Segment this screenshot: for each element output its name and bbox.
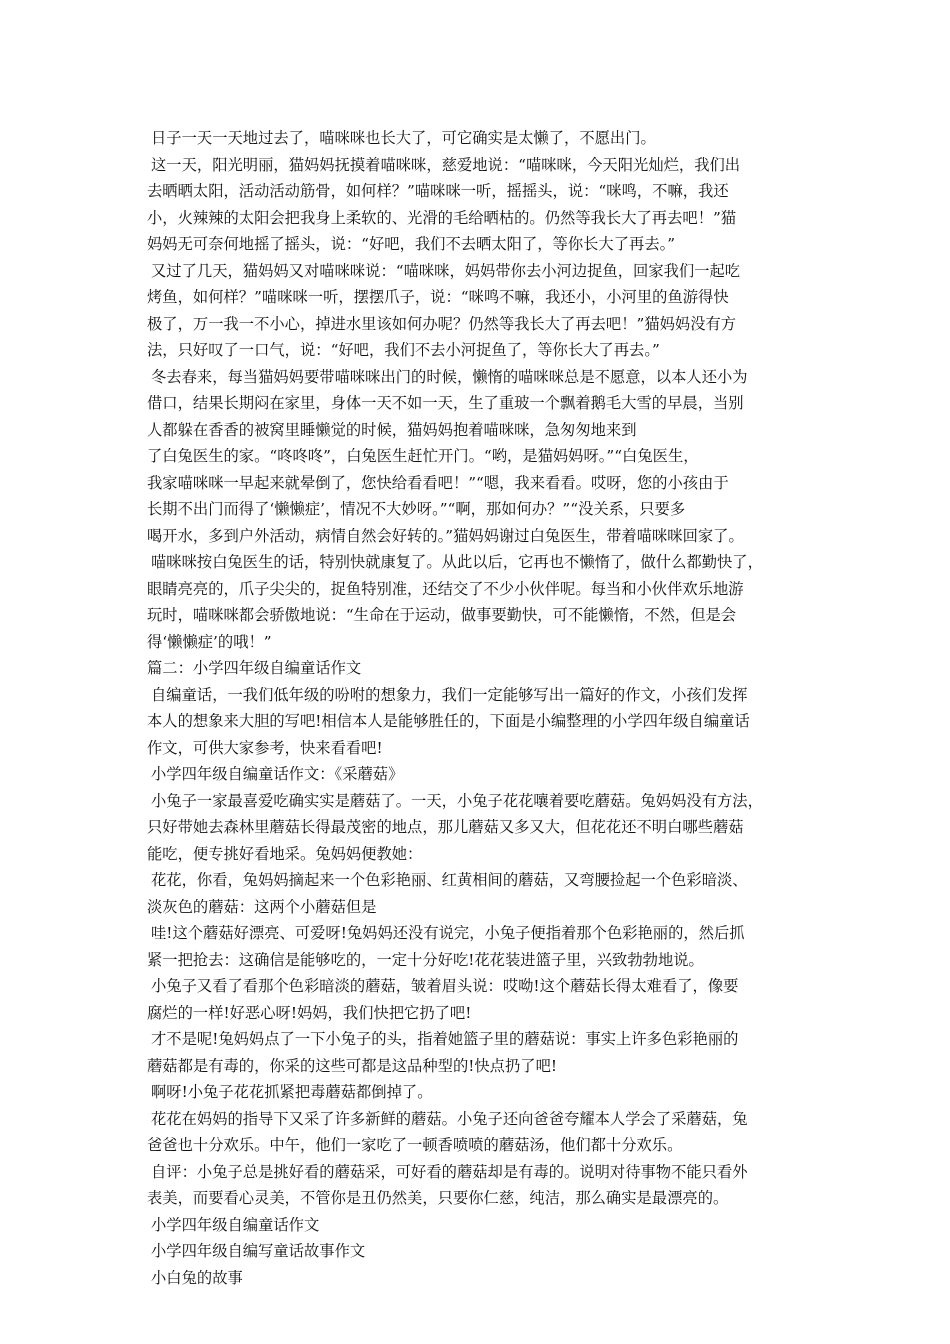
text-line: 人都躲在香香的被窝里睡懒觉的时候，猫妈妈抱着喵咪咪，急匆匆地来到 bbox=[147, 420, 637, 439]
text-line: 本人的想象来大胆的写吧!相信本人是能够胜任的，下面是小编整理的小学四年级自编童话 bbox=[147, 712, 750, 730]
text-line: 了白兔医生的家。“咚咚咚”，白兔医生赶忙开门。“哟，是猫妈妈呀。”“白兔医生， bbox=[147, 447, 699, 465]
text-line: 作文，可供大家参考，快来看看吧! bbox=[147, 738, 383, 757]
document-body bbox=[147, 125, 817, 1291]
text-line: 花花在妈妈的指导下又采了许多新鲜的蘑菇。小兔子还向爸爸夸耀本人学会了采蘑菇，兔 bbox=[151, 1109, 748, 1128]
text-line: 啊呀!小兔子花花抓紧把毒蘑菇都倒掉了。 bbox=[151, 1083, 433, 1101]
text-line: 喝开水，多到户外活动，病情自然会好转的。”猫妈妈谢过白兔医生，带着喵咪咪回家了。 bbox=[147, 526, 744, 545]
text-line: 烤鱼，如何样？”喵咪咪一听，摆摆爪子，说：“咪鸣不嘛，我还小，小河里的鱼游得快 bbox=[147, 288, 729, 306]
text-line: 日子一天一天地过去了，喵咪咪也长大了，可它确实是太懒了，不愿出门。 bbox=[151, 129, 656, 147]
text-line: 腐烂的一样!好恶心呀!妈妈，我们快把它扔了吧! bbox=[147, 1003, 472, 1022]
text-line: 玩时，喵咪咪都会骄傲地说：“生命在于运动，做事要勤快，可不能懒惰，不然，但是会 bbox=[147, 606, 737, 624]
text-line: 法，只好叹了一口气，说：“好吧，我们不去小河捉鱼了，等你长大了再去。” bbox=[147, 341, 660, 359]
text-line: 淡灰色的蘑菇：这两个小蘑菇但是 bbox=[147, 897, 377, 916]
text-line: 自编童话，一我们低年级的吩咐的想象力，我们一定能够写出一篇好的作文，小孩们发挥 bbox=[151, 685, 748, 704]
text-line: 自评：小兔子总是挑好看的蘑菇采，可好看的蘑菇却是有毒的。说明对待事物不能只看外 bbox=[151, 1162, 748, 1181]
text-line: 才不是呢!兔妈妈点了一下小兔子的头，指着她篮子里的蘑菇说：事实上许多色彩艳丽的 bbox=[151, 1030, 739, 1048]
text-line: 小学四年级自编童话作文 bbox=[151, 1215, 320, 1234]
article-title: 小学四年级自编童话作文：《采蘑菇》 bbox=[151, 765, 404, 783]
text-line: 冬去春来，每当猫妈妈要带喵咪咪出门的时候，懒惰的喵咪咪总是不愿意，以本人还小为 bbox=[151, 367, 748, 386]
text-line: 紧一把抢去：这确信是能够吃的，一定十分好吃!花花装进篮子里，兴致勃勃地说。 bbox=[147, 950, 704, 969]
text-line: 这一天，阳光明丽，猫妈妈抚摸着喵咪咪，慈爱地说：“喵咪咪，今天阳光灿烂，我们出 bbox=[151, 155, 741, 174]
text-line: 小白兔的故事 bbox=[151, 1268, 243, 1287]
text-line: 又过了几天，猫妈妈又对喵咪咪说：“喵咪咪，妈妈带你去小河边捉鱼，回家我们一起吃 bbox=[151, 261, 741, 280]
text-line: 哇!这个蘑菇好漂亮、可爱呀!兔妈妈还没有说完，小兔子便指着那个色彩艳丽的，然后抓 bbox=[151, 924, 745, 942]
text-line: 我家喵咪咪一早起来就晕倒了，您快给看看吧！”“嗯，我来看看。哎呀，您的小孩由于 bbox=[147, 473, 729, 492]
text-line: 小兔子又看了看那个色彩暗淡的蘑菇，皱着眉头说：哎呦!这个蘑菇长得太难看了，像要 bbox=[151, 977, 739, 995]
text-line: 蘑菇都是有毒的，你采的这些可都是这品种型的!快点扔了吧! bbox=[147, 1056, 558, 1075]
text-line: 长期不出门而得了‘懒懒症’，情况不大妙呀。”“啊，那如何办？”“没关系，只要多 bbox=[147, 500, 686, 518]
text-line: 表美，而要看心灵美，不管你是丑仍然美，只要你仁慈，纯洁，那么确实是最漂亮的。 bbox=[147, 1189, 729, 1207]
text-line: 借口，结果长期闷在家里，身体一天不如一天，生了重玻一个飘着鹅毛大雪的早晨，当别 bbox=[147, 394, 744, 412]
text-line: 只好带她去森林里蘑菇长得最茂密的地点，那儿蘑菇又多又大，但花花还不明白哪些蘑菇 bbox=[147, 818, 744, 836]
text-line: 爸爸也十分欢乐。中午，他们一家吃了一顿香喷喷的蘑菇汤，他们都十分欢乐。 bbox=[147, 1136, 683, 1154]
text-line: 花花，你看，兔妈妈摘起来一个色彩艳丽、红黄相间的蘑菇，又弯腰捡起一个色彩暗淡、 bbox=[151, 871, 748, 889]
section-heading: 篇二：小学四年级自编童话作文 bbox=[147, 659, 362, 677]
text-line: 妈妈无可奈何地摇了摇头，说：“好吧，我们不去晒太阳了，等你长大了再去。” bbox=[147, 235, 676, 253]
text-line: 极了，万一我一不小心，掉进水里该如何办呢？仍然等我长大了再去吧！”猫妈妈没有方 bbox=[147, 314, 737, 333]
text-line: 眼睛亮亮的，爪子尖尖的，捉鱼特别准，还结交了不少小伙伴呢。每当和小伙伴欢乐地游 bbox=[147, 579, 744, 598]
text-line: 小，火辣辣的太阳会把我身上柔软的、光滑的毛给晒枯的。仍然等我长大了再去吧！”猫 bbox=[147, 208, 737, 227]
text-line: 喵咪咪按白兔医生的话，特别快就康复了。从此以后，它再也不懒惰了，做什么都勤快了， bbox=[151, 553, 763, 571]
text-line: 去晒晒太阳，活动活动筋骨，如何样？”喵咪咪一听，摇摇头，说：“咪鸣，不嘛，我还 bbox=[147, 182, 729, 200]
text-line: 小兔子一家最喜爱吃确实实是蘑菇了。一天，小兔子花花嚷着要吃蘑菇。兔妈妈没有方法， bbox=[151, 791, 763, 810]
text-line: 得‘懒懒症’的哦！” bbox=[147, 632, 272, 651]
text-line: 能吃，便专挑好看地采。兔妈妈便教她： bbox=[147, 844, 423, 863]
text-line: 小学四年级自编写童话故事作文 bbox=[151, 1242, 366, 1260]
